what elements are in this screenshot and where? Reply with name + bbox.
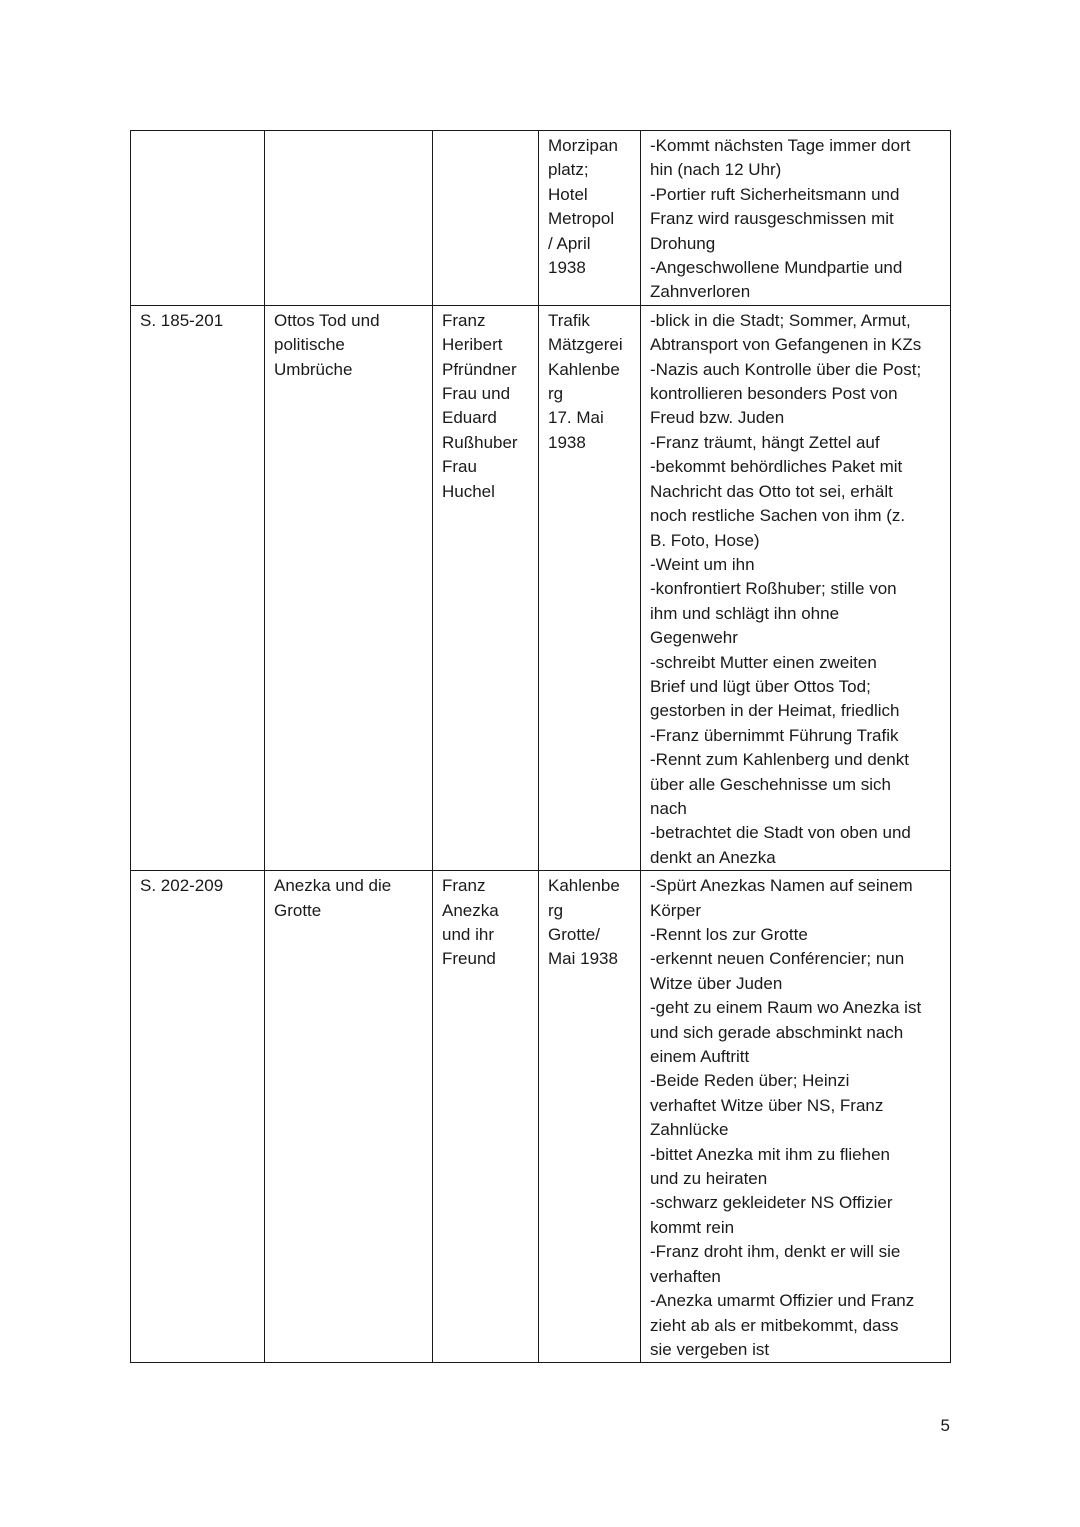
events-cell: -Kommt nächsten Tage immer dort hin (nach 12 Uhr) -Portier ruft Sicherheitsmann und Franz wird rausgeschmissen mit Drohung -Angeschwollene Mundpartie und Zahnverloren — [641, 131, 951, 306]
pages-cell — [131, 131, 265, 306]
place-time-cell: Kahlenbe rg Grotte/ Mai 1938 — [539, 871, 641, 1363]
chapter-title-cell — [265, 131, 433, 306]
chapter-title-cell: Anezka und die Grotte — [265, 871, 433, 1363]
table-row — [131, 871, 951, 1363]
pages-cell: S. 185-201 — [131, 305, 265, 870]
table-row — [131, 131, 951, 306]
characters-cell: Franz Heribert Pfründner Frau und Eduard Rußhuber Frau Huchel — [433, 305, 539, 870]
page-number: 5 — [940, 1416, 950, 1435]
chapter-summary-table — [130, 130, 951, 1363]
place-time-cell: Morzipan platz; Hotel Metropol / April 1938 — [539, 131, 641, 306]
chapter-title-cell: Ottos Tod und politische Umbrüche — [265, 305, 433, 870]
place-time-cell: Trafik Mätzgerei Kahlenbe rg 17. Mai 1938 — [539, 305, 641, 870]
events-cell: -Spürt Anezkas Namen auf seinem Körper -Rennt los zur Grotte -erkennt neuen Conférencier; nun Witze über Juden -geht zu einem Raum wo Anezka ist und sich gerade abschminkt nach einem Auftritt -Beide Reden über; Heinzi verhaftet Witze über NS, Franz Zahnlücke -bittet Anezka mit ihm zu fliehen und zu heiraten -schwarz gekleideter NS Offizier kommt rein -Franz droht ihm, denkt er will sie verhaften -Anezka umarmt Offizier und Franz zieht ab als er mitbekommt, dass sie vergeben ist — [641, 871, 951, 1363]
pages-cell: S. 202-209 — [131, 871, 265, 1363]
characters-cell — [433, 131, 539, 306]
characters-cell: Franz Anezka und ihr Freund — [433, 871, 539, 1363]
table-row — [131, 305, 951, 870]
events-cell: -blick in die Stadt; Sommer, Armut, Abtransport von Gefangenen in KZs -Nazis auch Kontrolle über die Post; kontrollieren besonders Post von Freud bzw. Juden -Franz träumt, hängt Zettel auf -bekommt behördliches Paket mit Nachricht das Otto tot sei, erhält noch restliche Sachen von ihm (z. B. Foto, Hose) -Weint um ihn -konfrontiert Roßhuber; stille von ihm und schlägt ihn ohne Gegenwehr -schreibt Mutter einen zweiten Brief und lügt über Ottos Tod; gestorben in der Heimat, friedlich -Franz übernimmt Führung Trafik -Rennt zum Kahlenberg und denkt über alle Geschehnisse um sich nach -betrachtet die Stadt von oben und denkt an Anezka — [641, 305, 951, 870]
